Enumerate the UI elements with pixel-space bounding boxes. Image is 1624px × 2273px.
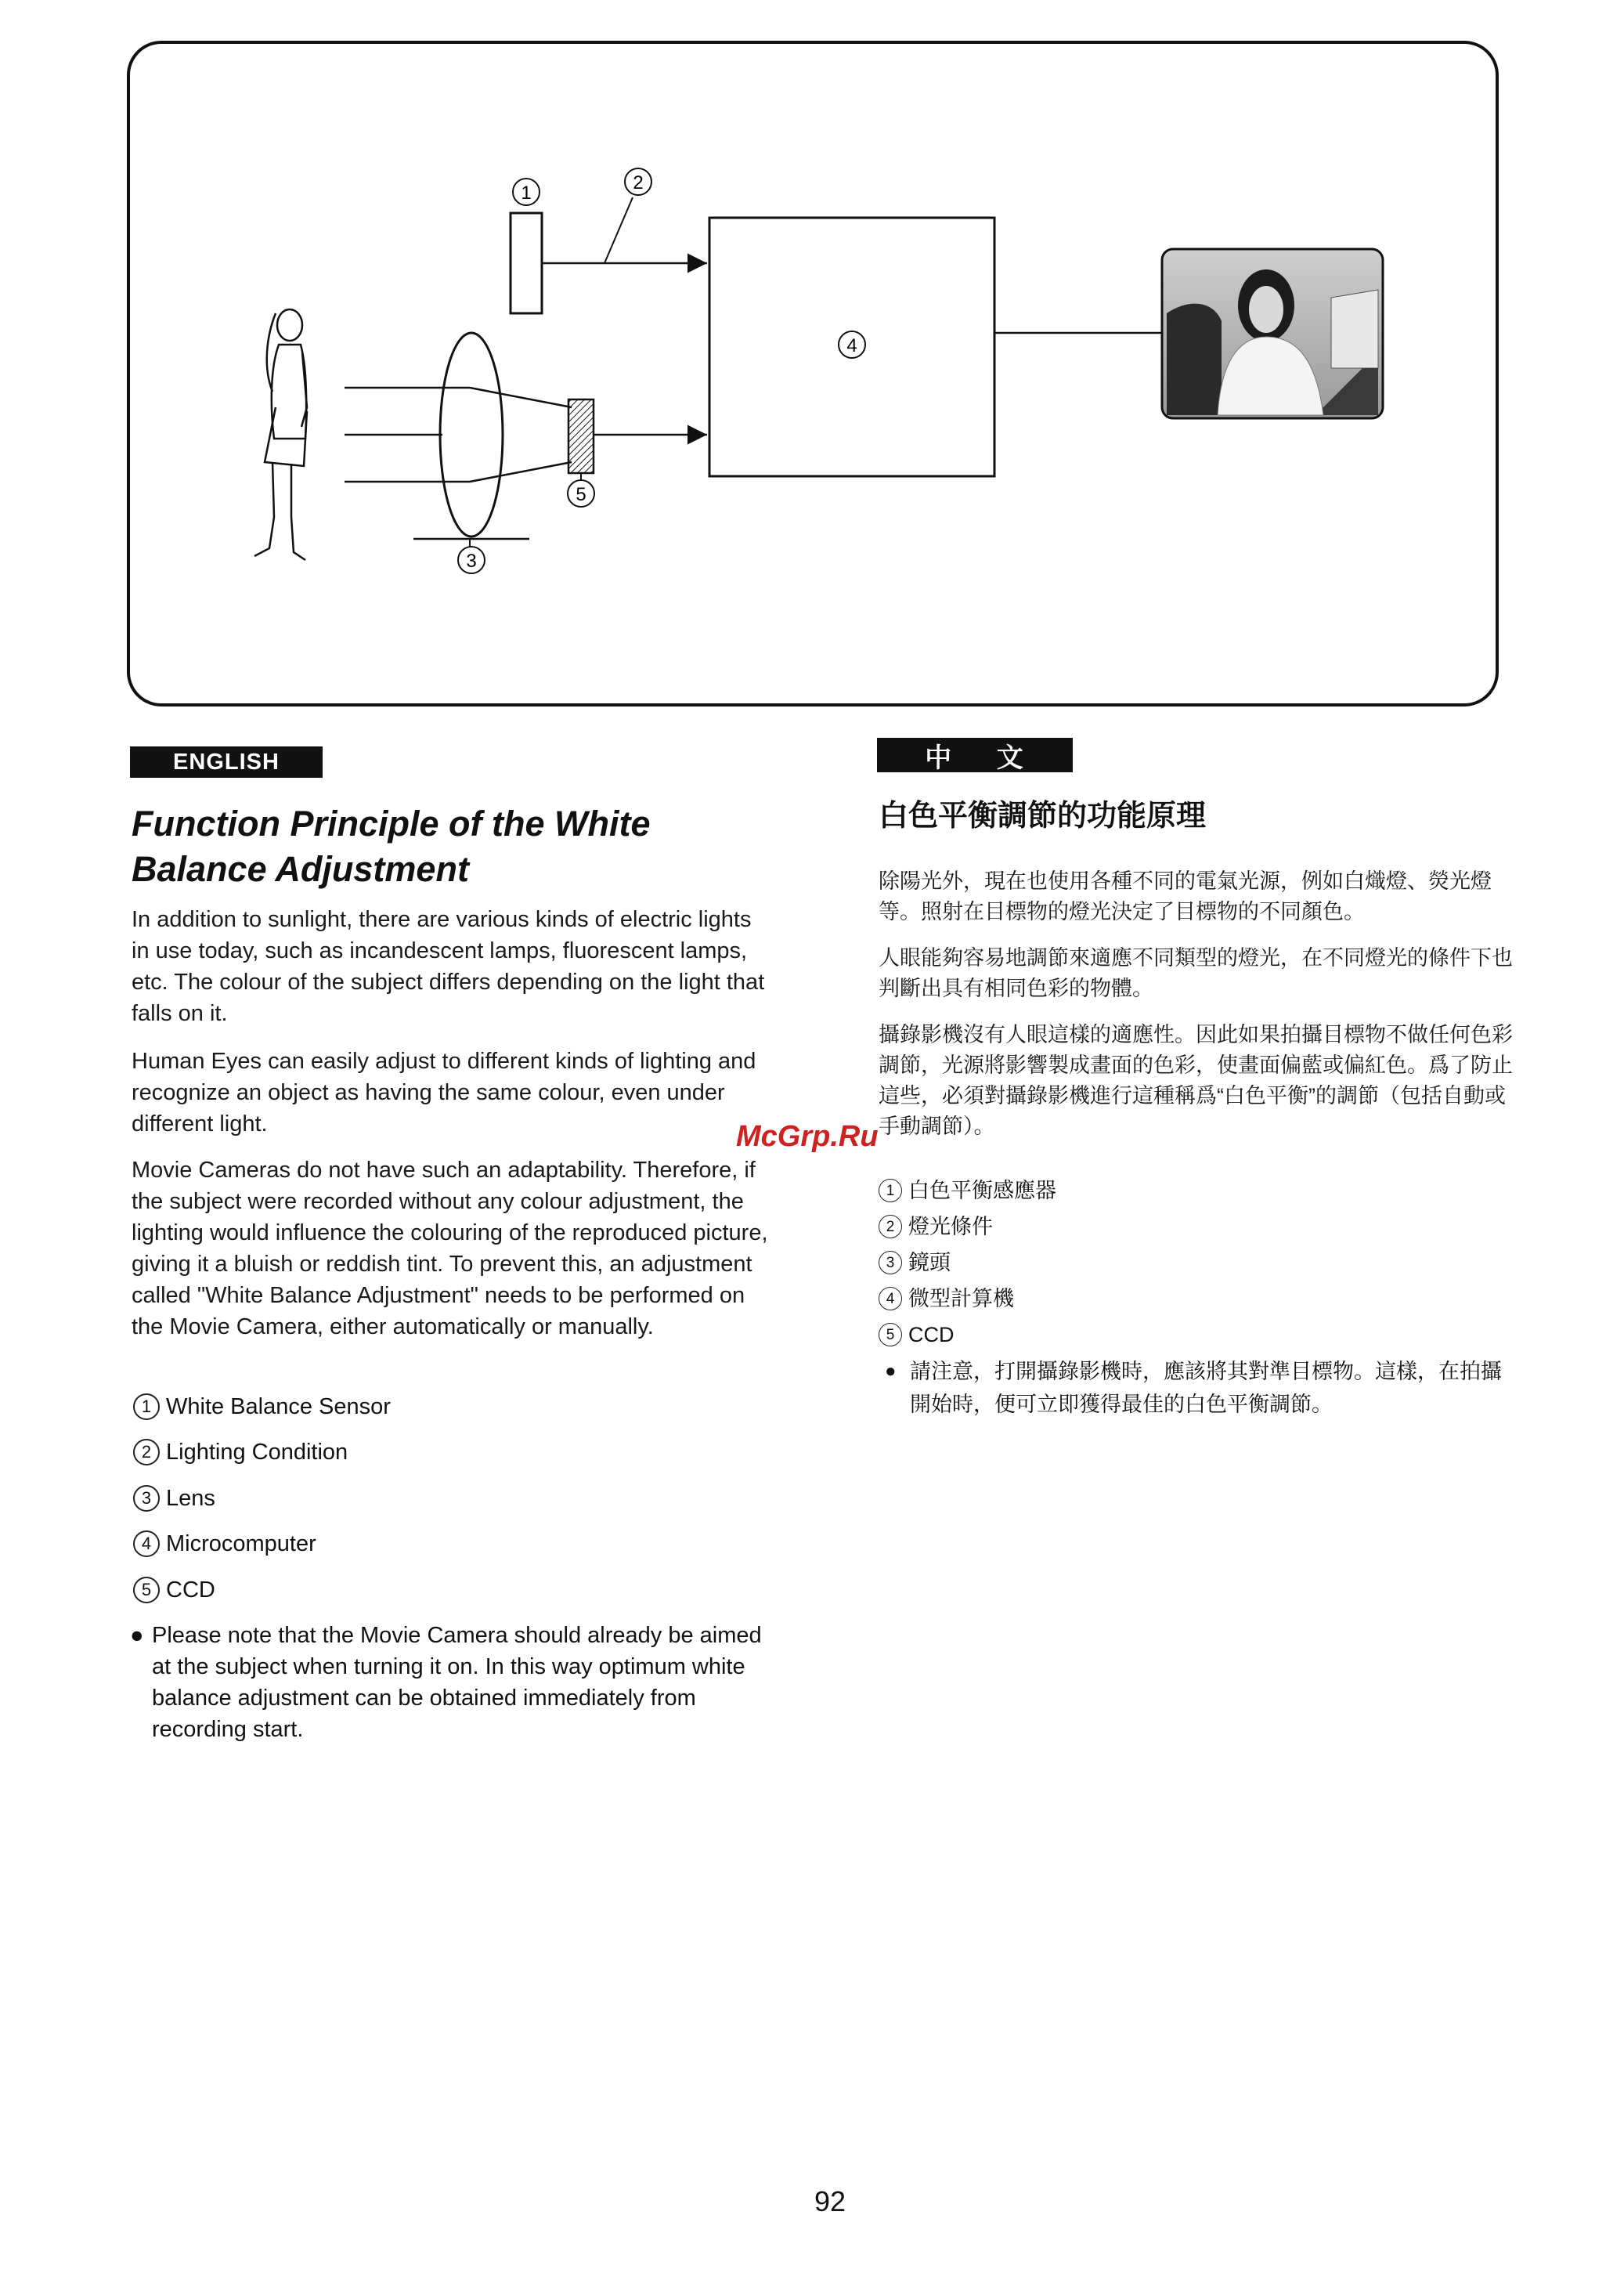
english-item-2 [133, 1436, 348, 1468]
callout-1 [513, 179, 540, 205]
item-label: CCD [166, 1577, 215, 1603]
item-number-5: 5 [133, 1577, 160, 1603]
english-item-4 [133, 1528, 316, 1559]
bullet-icon: ● [130, 1623, 144, 1648]
item-number-1: 1 [133, 1393, 160, 1420]
english-note [130, 1620, 767, 1745]
item-label: 鏡頭 [908, 1251, 951, 1274]
callout-2-label: 2 [633, 172, 644, 193]
subject-person-illustration [254, 309, 307, 560]
item-label: White Balance Sensor [166, 1394, 391, 1419]
callout-5 [568, 480, 594, 507]
bullet-icon: ● [885, 1361, 897, 1382]
english-title: Function Principle of the White Balance Adjustment [132, 804, 651, 889]
english-item-1 [133, 1391, 391, 1422]
white-balance-sensor-block [511, 213, 542, 313]
chinese-item-4 [879, 1283, 1014, 1314]
callout-2 [625, 168, 651, 195]
item-number-1: 1 [879, 1179, 902, 1202]
page-number: 92 [814, 2185, 846, 2217]
item-label: 燈光條件 [908, 1215, 993, 1238]
item-label: 白色平衡感應器 [908, 1179, 1056, 1202]
item-number-3: 3 [133, 1485, 160, 1512]
callout-4 [839, 331, 865, 358]
item-label: Lens [166, 1486, 215, 1511]
item-label: CCD [908, 1323, 955, 1346]
chinese-badge: 中 文 [877, 738, 1073, 772]
item-number-5: 5 [879, 1323, 902, 1346]
chinese-paragraph-3: 攝錄影機沒有人眼這樣的適應性。因此如果拍攝目標物不做任何色彩調節，光源將影響製成畫面的色彩，使畫面偏藍或偏紅色。爲了防止這些，必須對攝錄影機進行這種稱爲“白色平衡”的調節（包括自動或手動調節）。 [879, 1023, 1513, 1138]
item-label: 微型計算機 [908, 1287, 1014, 1310]
item-number-2: 2 [879, 1215, 902, 1238]
item-number-4: 4 [133, 1530, 160, 1557]
callout-1-label: 1 [521, 182, 532, 204]
chinese-item-5 [879, 1319, 955, 1350]
callout-4-label: 4 [846, 335, 857, 356]
lens-shape [440, 333, 503, 537]
item-label: Microcomputer [166, 1531, 316, 1556]
white-balance-diagram [0, 0, 1624, 721]
chinese-note [885, 1355, 1514, 1421]
chinese-paragraph-2: 人眼能夠容易地調節來適應不同類型的燈光，在不同燈光的條件下也判斷出具有相同色彩的物體。 [879, 946, 1513, 1000]
item-number-2: 2 [133, 1439, 160, 1465]
english-item-5 [133, 1574, 215, 1606]
english-paragraph-3: Movie Cameras do not have such an adaptability. Therefore, if the subject were recorded without any colour adjustment, the lighting would influence the colouring of the reproduced picture, giving it a bluish or reddish tint. To prevent this, an adjustment called "White Balance Adjustment" needs to be performed on the Movie Camera, either automatically or manually. [132, 1158, 768, 1339]
diagram-callouts [458, 168, 865, 573]
english-badge: ENGLISH [130, 746, 323, 778]
callout-3-label: 3 [466, 551, 477, 572]
item-label: Lighting Condition [166, 1440, 348, 1465]
english-paragraph-1: In addition to sunlight, there are various kinds of electric lights in use today, such as incandescent lamps, fluorescent lamps, etc. The colour of the subject differs depending on the light that falls on it. [132, 907, 765, 1026]
watermark: McGrp.Ru [736, 1120, 879, 1153]
chinese-item-1 [879, 1175, 1056, 1206]
english-item-3 [133, 1483, 215, 1514]
callout-3 [458, 547, 485, 573]
item-number-3: 3 [879, 1251, 902, 1274]
chinese-paragraph-1: 除陽光外，現在也使用各種不同的電氣光源，例如白熾燈、熒光燈等。照射在目標物的燈光決定了目標物的不同顏色。 [879, 869, 1492, 923]
chinese-item-2 [879, 1211, 993, 1242]
chinese-note-text: 請注意，打開攝錄影機時，應該將其對準目標物。這樣，在拍攝開始時，便可立即獲得最佳的白色平衡調節。 [910, 1360, 1502, 1416]
item-number-4: 4 [879, 1287, 902, 1310]
callout-5-label: 5 [576, 484, 586, 505]
english-note-text: Please note that the Movie Camera should already be aimed at the subject when turning it on. In this way optimum white balance adjustment can be obtained immediately from recording start. [152, 1623, 762, 1742]
chinese-item-3 [879, 1247, 951, 1278]
ccd-block [568, 399, 594, 473]
monitor-photo [1162, 249, 1383, 418]
english-paragraph-2: Human Eyes can easily adjust to different kinds of lighting and recognize an object as having the same colour, even under different light. [132, 1049, 756, 1136]
chinese-title: 白色平衡調節的功能原理 [879, 800, 1207, 833]
light-rays [345, 388, 572, 482]
